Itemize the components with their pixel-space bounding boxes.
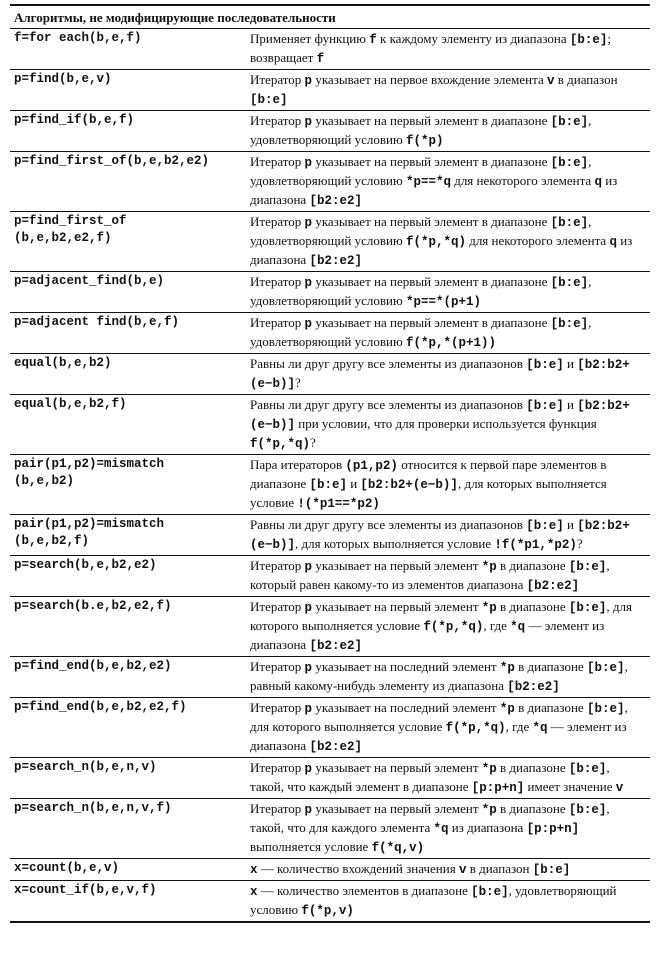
text-fragment: — элемент из диапазона <box>250 719 627 753</box>
text-fragment: указывает на первый элемент в диапазоне <box>312 113 551 128</box>
text-fragment: имеет значение <box>524 779 616 794</box>
code-fragment: f(*p,*q) <box>445 721 506 735</box>
code-fragment: f(*p,*q) <box>250 437 311 451</box>
algorithm-description <box>246 152 650 212</box>
text-fragment: , для которого выполняется условие <box>250 599 632 633</box>
algorithm-signature: f=for each(b,e,f) <box>10 29 246 70</box>
algorithm-description <box>246 657 650 698</box>
algorithm-signature: x=count_if(b,e,v,f) <box>10 881 246 923</box>
algorithm-description <box>246 515 650 556</box>
text-fragment: в диапазоне <box>496 801 569 816</box>
code-fragment: [b:e] <box>532 863 571 877</box>
text-fragment: и <box>346 476 361 491</box>
code-fragment: p <box>304 317 313 331</box>
table-row <box>10 354 650 395</box>
text-fragment: , такой, что для каждого элемента <box>250 801 610 835</box>
algorithm-description <box>246 698 650 758</box>
text-fragment: Итератор <box>250 214 305 229</box>
code-fragment: [p:p+n] <box>526 822 580 836</box>
code-fragment: f(*p,*q) <box>423 620 484 634</box>
table-row <box>10 799 650 859</box>
text-fragment: указывает на первый элемент в диапазоне <box>312 315 551 330</box>
text-fragment: Равны ли друг другу все элементы из диапазонов <box>250 517 527 532</box>
text-fragment: Итератор <box>250 154 305 169</box>
algorithm-description <box>246 70 650 111</box>
code-fragment: [b:e] <box>586 702 625 716</box>
code-fragment: [b:e] <box>526 358 564 372</box>
code-fragment: [b:e] <box>569 33 608 47</box>
algorithm-description <box>246 859 650 881</box>
code-fragment: [b:e] <box>550 216 589 230</box>
code-fragment: f(*p) <box>405 134 444 148</box>
table-title: Алгоритмы, не модифицирующие последовательности <box>10 5 650 29</box>
code-fragment: !(*p1==*p2) <box>297 497 380 511</box>
code-fragment: [b:e] <box>568 601 607 615</box>
code-fragment: [b2:e2] <box>309 194 362 208</box>
algorithm-signature: p=find_end(b,e,b2,e2,f) <box>10 698 246 758</box>
algorithm-signature: equal(b,e,b2,f) <box>10 395 246 455</box>
text-fragment: относится к первой паре элементов в диапазоне <box>250 457 607 491</box>
text-fragment: и <box>563 517 578 532</box>
text-fragment: , такой, что каждый элемент в диапазоне <box>250 760 610 794</box>
text-fragment: , удовлетворяющий условию <box>250 883 617 917</box>
text-fragment: указывает на последний элемент <box>312 700 500 715</box>
code-fragment: p <box>304 115 313 129</box>
code-fragment: [p:p+n] <box>471 781 525 795</box>
algorithm-description <box>246 455 650 515</box>
text-fragment: ; возвращает <box>250 31 612 65</box>
algorithm-signature: p=search_n(b,e,n,v) <box>10 758 246 799</box>
code-fragment: p <box>304 276 313 290</box>
code-fragment: v <box>546 74 555 88</box>
table-row <box>10 272 650 313</box>
text-fragment: указывает на первый элемент <box>312 558 482 573</box>
code-fragment: v <box>615 781 624 795</box>
text-fragment: Итератор <box>250 72 305 87</box>
code-fragment: [b:e] <box>471 885 509 899</box>
code-fragment: [b:e] <box>526 399 564 413</box>
table-row <box>10 152 650 212</box>
text-fragment: в диапазоне <box>514 700 587 715</box>
algorithm-signature: pair(p1,p2)=mismatch (b,e,b2) <box>10 455 246 515</box>
text-fragment: указывает на первый элемент <box>312 599 482 614</box>
text-fragment: , удовлетворяющий условию <box>250 274 592 308</box>
code-fragment: p <box>304 762 313 776</box>
table-row <box>10 881 650 923</box>
text-fragment: и <box>563 356 578 371</box>
code-fragment: v <box>458 863 467 877</box>
text-fragment: , удовлетворяющий условию <box>250 154 592 188</box>
code-fragment: p <box>304 74 313 88</box>
text-fragment: Итератор <box>250 113 305 128</box>
algorithm-signature: equal(b,e,b2) <box>10 354 246 395</box>
algorithm-signature: p=find_first_of(b,e,b2,e2) <box>10 152 246 212</box>
table-row <box>10 111 650 152</box>
algorithm-signature: p=search_n(b,e,n,v,f) <box>10 799 246 859</box>
text-fragment: Пара итераторов <box>250 457 346 472</box>
table-row <box>10 859 650 881</box>
text-fragment: Итератор <box>250 659 305 674</box>
code-fragment: [b2:b2+(e−b)] <box>250 358 630 391</box>
code-fragment: !f(*p1,*p2) <box>494 538 577 552</box>
text-fragment: , для которых выполняется условие <box>295 536 495 551</box>
algorithm-description <box>246 597 650 657</box>
algorithm-signature: x=count(b,e,v) <box>10 859 246 881</box>
algorithms-table <box>10 4 650 923</box>
text-fragment: при условии, что для проверки используется функция <box>295 416 597 431</box>
code-fragment: q <box>594 175 602 189</box>
code-fragment: [b2:e2] <box>526 579 580 593</box>
code-fragment: [b2:e2] <box>507 680 560 694</box>
code-fragment: *p==*q <box>405 175 451 189</box>
algorithm-signature: p=adjacent find(b,e,f) <box>10 313 246 354</box>
code-fragment: p <box>304 560 313 574</box>
code-fragment: (p1,p2) <box>345 459 398 473</box>
code-fragment: *p <box>481 762 497 776</box>
text-fragment: — количество вхождений значения <box>257 861 459 876</box>
algorithm-signature: p=find(b,e,v) <box>10 70 246 111</box>
text-fragment: , удовлетворяющий условию <box>250 113 592 147</box>
algorithm-signature: p=find_first_of (b,e,b2,e2,f) <box>10 212 246 272</box>
table-row <box>10 556 650 597</box>
table-row <box>10 657 650 698</box>
table-row <box>10 515 650 556</box>
text-fragment: Итератор <box>250 599 305 614</box>
algorithm-description <box>246 111 650 152</box>
algorithm-signature: p=adjacent_find(b,e) <box>10 272 246 313</box>
code-fragment: *p <box>481 601 497 615</box>
code-fragment: [b:e] <box>550 115 589 129</box>
text-fragment: указывает на первый элемент <box>312 760 482 775</box>
code-fragment: [b2:e2] <box>309 740 362 754</box>
algorithm-description <box>246 29 650 70</box>
text-fragment: , равный какому-нибудь элементу из диапазона <box>250 659 628 693</box>
text-fragment: в диапазоне <box>496 760 569 775</box>
text-fragment: в диапазоне <box>496 558 569 573</box>
text-fragment: , удовлетворяющий условию <box>250 315 592 349</box>
code-fragment: f(*q,v) <box>371 841 425 855</box>
code-fragment: f(*p,*q) <box>405 235 466 249</box>
code-fragment: [b:e] <box>568 762 607 776</box>
code-fragment: [b:e] <box>550 317 589 331</box>
code-fragment: [b:e] <box>526 519 564 533</box>
algorithm-description <box>246 556 650 597</box>
table-row <box>10 698 650 758</box>
text-fragment: в диапазоне <box>496 599 569 614</box>
text-fragment: Итератор <box>250 760 305 775</box>
code-fragment: [b2:b2+(e−b)] <box>250 519 630 552</box>
code-fragment: [b2:b2+(e−b)] <box>360 478 458 492</box>
code-fragment: *p <box>481 803 497 817</box>
text-fragment: Итератор <box>250 801 305 816</box>
code-fragment: [b:e] <box>568 560 607 574</box>
algorithm-description <box>246 799 650 859</box>
algorithm-description <box>246 212 650 272</box>
text-fragment: из диапазона <box>250 233 633 267</box>
text-fragment: указывает на первый элемент в диапазоне <box>312 214 551 229</box>
code-fragment: *p <box>499 702 515 716</box>
table-row <box>10 29 650 70</box>
code-fragment: [b2:e2] <box>309 639 362 653</box>
code-fragment: [b:e] <box>250 93 288 107</box>
algorithm-description <box>246 354 650 395</box>
algorithm-signature: p=find_if(b,e,f) <box>10 111 246 152</box>
code-fragment: f(*p,v) <box>301 904 354 918</box>
table-row <box>10 212 650 272</box>
table-row <box>10 455 650 515</box>
code-fragment: f <box>316 52 325 66</box>
table-row <box>10 70 650 111</box>
code-fragment: f(*p,*(p+1)) <box>405 336 496 350</box>
text-fragment: Применяет функцию <box>250 31 370 46</box>
code-fragment: *p <box>499 661 515 675</box>
algorithm-signature: p=search(b,e,b2,e2) <box>10 556 246 597</box>
text-fragment: Итератор <box>250 274 305 289</box>
text-fragment: указывает на первый элемент в диапазоне <box>312 274 551 289</box>
code-fragment: [b:e] <box>568 803 607 817</box>
text-fragment: Равны ли друг другу все элементы из диапазонов <box>250 397 527 412</box>
text-fragment: , удовлетворяющий условию <box>250 214 592 248</box>
text-fragment: в диапазоне <box>514 659 587 674</box>
code-fragment: x <box>250 885 258 899</box>
code-fragment: p <box>304 803 313 817</box>
text-fragment: и <box>563 397 578 412</box>
table-body <box>10 5 650 922</box>
algorithm-description <box>246 881 650 923</box>
text-fragment: ? <box>310 435 316 450</box>
text-fragment: из диапазона <box>250 173 618 207</box>
table-row <box>10 597 650 657</box>
code-fragment: [b:e] <box>550 276 589 290</box>
text-fragment: для некоторого элемента <box>465 233 610 248</box>
code-fragment: *q <box>433 822 449 836</box>
code-fragment: p <box>304 702 313 716</box>
code-fragment: p <box>304 216 313 230</box>
algorithm-description <box>246 272 650 313</box>
text-fragment: — количество элементов в диапазоне <box>257 883 472 898</box>
text-fragment: указывает на первый элемент <box>312 801 482 816</box>
algorithm-description <box>246 313 650 354</box>
code-fragment: *p==*(p+1) <box>405 295 481 309</box>
text-fragment: ? <box>295 375 301 390</box>
code-fragment: x <box>250 863 258 877</box>
text-fragment: Итератор <box>250 558 305 573</box>
text-fragment: указывает на первое вхождение элемента <box>312 72 547 87</box>
table-row <box>10 395 650 455</box>
code-fragment: p <box>304 601 313 615</box>
text-fragment: из диапазона <box>448 820 527 835</box>
text-fragment: , где <box>505 719 533 734</box>
algorithm-description <box>246 395 650 455</box>
text-fragment: Итератор <box>250 315 305 330</box>
table-header-row <box>10 5 650 29</box>
text-fragment: , для которого выполняется условие <box>250 700 628 734</box>
text-fragment: — элемент из диапазона <box>250 618 605 652</box>
text-fragment: к каждому элементу из диапазона <box>376 31 570 46</box>
text-fragment: Итератор <box>250 700 305 715</box>
code-fragment: p <box>304 156 313 170</box>
algorithm-description <box>246 758 650 799</box>
code-fragment: *q <box>510 620 526 634</box>
code-fragment: p <box>304 661 313 675</box>
text-fragment: , для которых выполняется условие <box>250 476 607 510</box>
text-fragment: для некоторого элемента <box>450 173 595 188</box>
text-fragment: ? <box>576 536 583 551</box>
text-fragment: Равны ли друг другу все элементы из диапазонов <box>250 356 527 371</box>
table-row <box>10 313 650 354</box>
algorithm-signature: p=find_end(b,e,b2,e2) <box>10 657 246 698</box>
algorithm-signature: p=search(b.e,b2,e2,f) <box>10 597 246 657</box>
code-fragment: *p <box>481 560 497 574</box>
text-fragment: выполняется условие <box>250 839 372 854</box>
table-row <box>10 758 650 799</box>
text-fragment: указывает на последний элемент <box>312 659 500 674</box>
text-fragment: указывает на первый элемент в диапазоне <box>312 154 551 169</box>
text-fragment: в диапазон <box>554 72 618 87</box>
code-fragment: *q <box>532 721 548 735</box>
code-fragment: [b2:e2] <box>309 254 362 268</box>
code-fragment: [b:e] <box>586 661 625 675</box>
text-fragment: , который равен какому-то из элементов диапазона <box>250 558 610 592</box>
algorithm-signature: pair(p1,p2)=mismatch (b,e,b2,f) <box>10 515 246 556</box>
code-fragment: f <box>369 33 377 47</box>
code-fragment: [b:e] <box>309 478 347 492</box>
text-fragment: , где <box>483 618 511 633</box>
code-fragment: [b:e] <box>550 156 589 170</box>
code-fragment: q <box>609 235 617 249</box>
code-fragment: [b2:b2+(e−b)] <box>250 399 630 432</box>
text-fragment: в диапазон <box>466 861 533 876</box>
